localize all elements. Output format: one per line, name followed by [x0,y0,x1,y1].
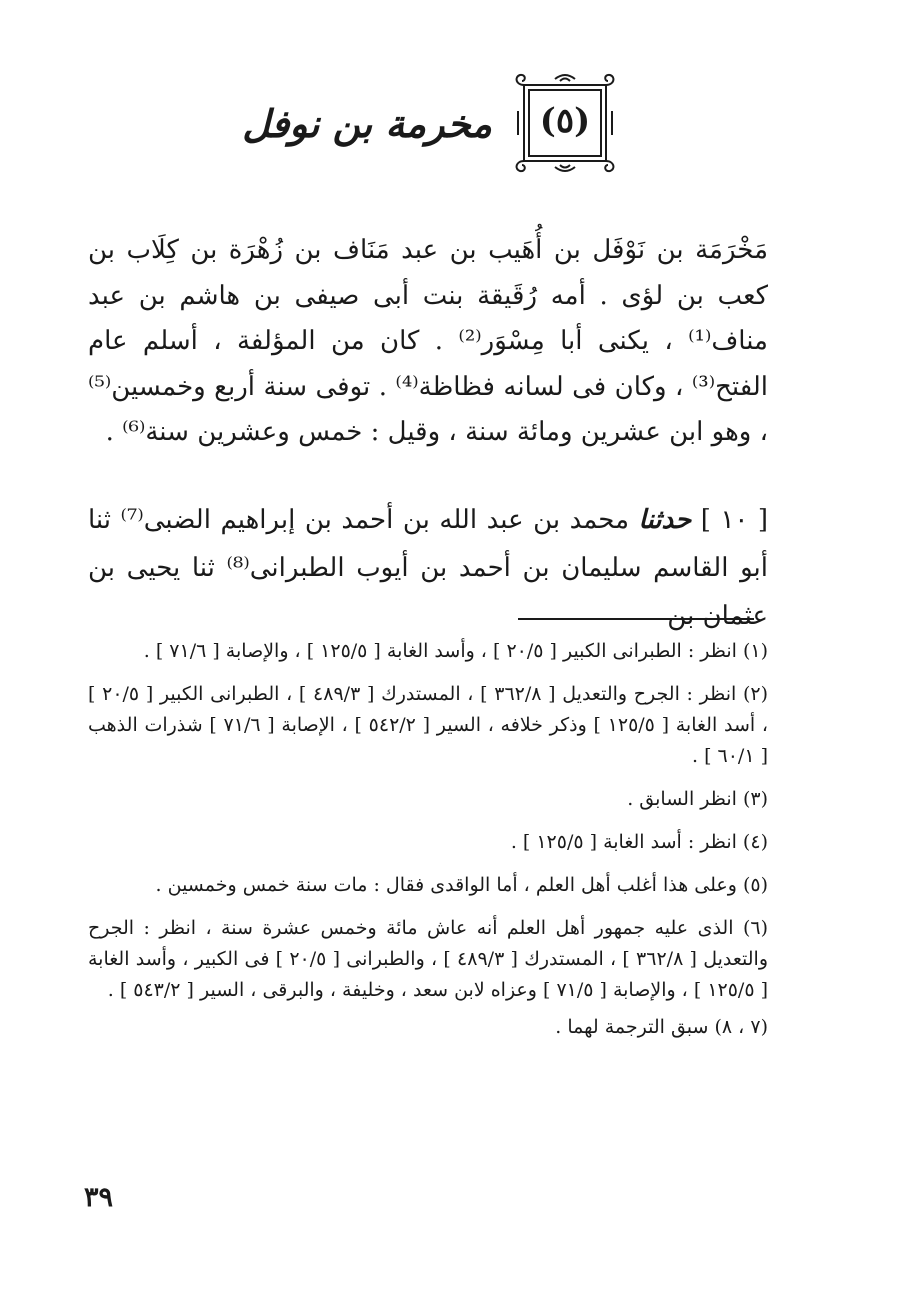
biography-text: مَخْرَمَة بن نَوْفَل بن أُهَيب بن عبد مَنَاف بن زُهْرَة بن كِلَاب بن كعب بن لؤى . أمه رُقَيقة بنت أبى صيفى بن هاشم بن عبد مناف⁽¹⁾ ، يكنى أبا مِسْوَر⁽²⁾ . كان من المؤلفة ، أسلم عام الفتح⁽³⁾ ، وكان فى لسانه فظاظة⁽⁴⁾ . توفى سنة أربع وخمسين⁽⁵⁾ ، وهو ابن عشرين ومائة سنة ، وقيل : خمس وعشرين سنة⁽⁶⁾ . [88,235,768,447]
footnote: (٣) انظر السابق . [627,788,768,810]
hadith-number: [ ١٠ ] [700,505,769,535]
entry-number: (٥) [539,101,591,141]
page-number: ٣٩ [84,1182,114,1213]
footnote: (٤) انظر : أسد الغابة [ ١٢٥/٥ ] . [510,831,768,853]
chapter-heading [240,68,620,178]
footnote: (٥) وعلى هذا أغلب أهل العلم ، أما الواقدى فقال : مات سنة خمس وخمسين . [155,874,768,896]
entry-title: مخرمة بن نوفل [242,100,492,146]
hadith-chain-rest: محمد بن عبد الله بن أحمد بن إبراهيم الضبى⁽⁷⁾ ثنا أبو القاسم سليمان بن أحمد بن أيوب الطبرانى⁽⁸⁾ ثنا يحيى بن عثمان بن [88,505,769,631]
ornamental-number-frame [510,71,620,175]
footnotes-section [88,636,768,1055]
hadith-keyword: حدثنا [638,505,692,535]
footnote: (٧ ، ٨) سبق الترجمة لهما . [555,1016,768,1038]
footnote: (٢) انظر : الجرح والتعديل [ ٣٦٢/٨ ] ، المستدرك [ ٤٨٩/٣ ] ، الطبرانى الكبير [ ٢٠/٥ ] ، أسد الغابة [ ١٢٥/٥ ] وذكر خلافه ، السير [ ٥٤٢/٢ ] ، الإصابة [ ٧١/٦ ] شذرات الذهب [ ٦٠/١ ] . [88,683,769,767]
footnote: (٦) الذى عليه جمهور أهل العلم أنه عاش مائة وخمس عشرة سنة ، انظر : الجرح والتعديل [ ٣٦٢/٨ ] ، المستدرك [ ٤٨٩/٣ ] ، والطبرانى [ ٢٠/٥ ] فى الكبير ، وأسد الغابة [ ١٢٥/٥ ] ، والإصابة [ ٧١/٥ ] وعزاه لابن سعد ، وخليفة ، والبرقى ، السير [ ٥٤٣/٢ ] . [88,917,768,1001]
footnote-separator [518,618,754,620]
footnote: (١) انظر : الطبرانى الكبير [ ٢٠/٥ ] ، وأسد الغابة [ ١٢٥/٥ ] ، والإصابة [ ٧١/٦ ] . [143,640,768,662]
biography-paragraph [88,228,768,456]
